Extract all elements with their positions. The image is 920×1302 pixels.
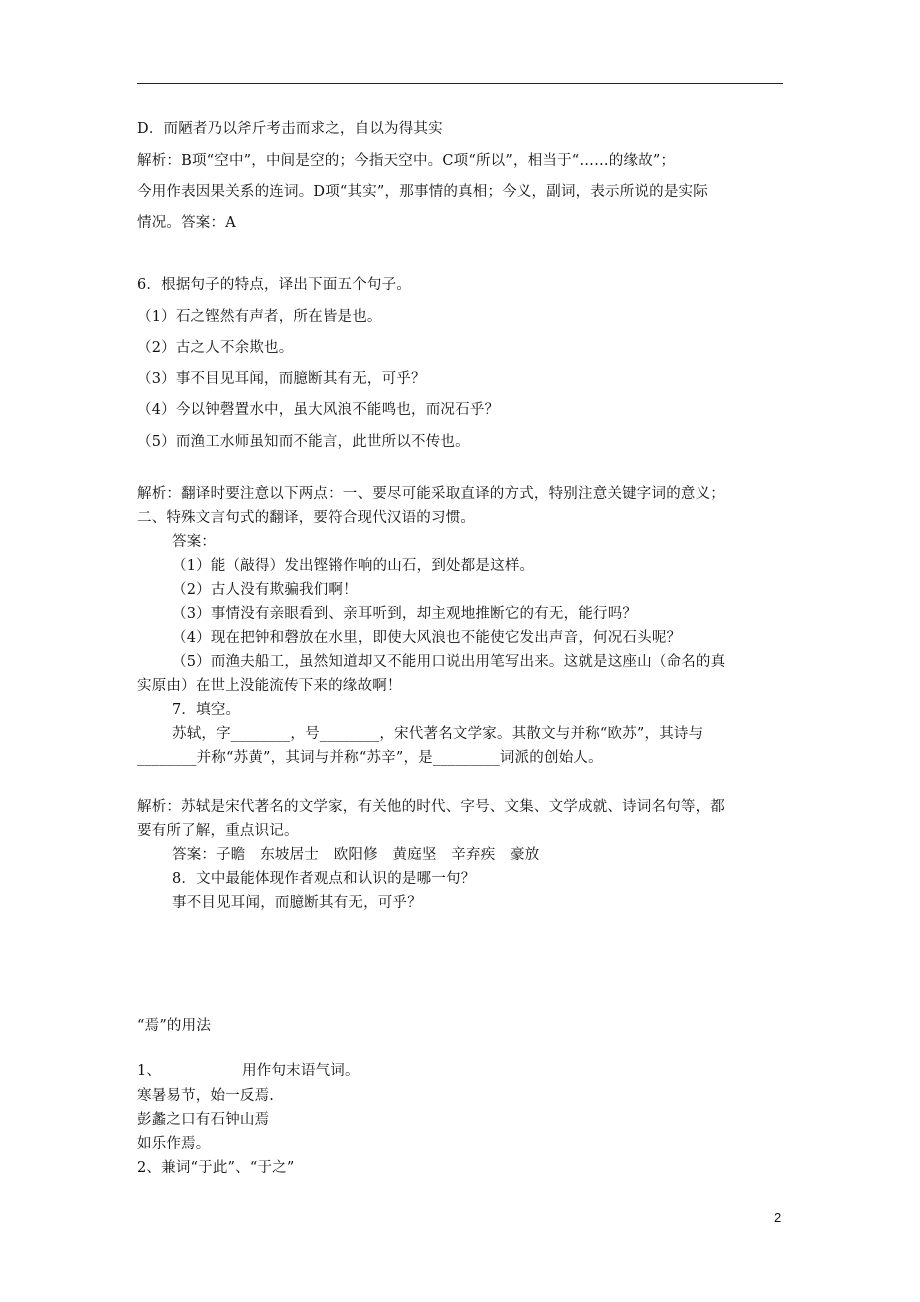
text-line: 情况。答案：A [137,215,236,231]
text-line: ________并称“苏黄”，其词与并称“苏辛”，是_________词派的创始人。 [137,750,603,766]
text-line: “焉”的用法 [137,1018,212,1034]
header-rule [137,83,783,84]
text-line: （1）石之铿然有声者，所在皆是也。 [137,309,382,325]
text-line: （1）能（敲得）发出铿锵作响的山石，到处都是这样。 [172,558,535,574]
text-line: 如乐作焉。 [137,1136,211,1152]
text-line: 6．根据句子的特点，译出下面五个句子。 [137,277,412,293]
text-line: （5）而渔工水师虽知而不能言，此世所以不传也。 [137,434,470,450]
text-line: 苏轼，字________，号________，宋代著名文学家。其散文与并称“欧苏”，其诗与 [172,726,704,742]
text-line: 2、兼词“于此”、“于之” [137,1160,295,1176]
text-line: 答案：子瞻 东坡居士 欧阳修 黄庭坚 辛弃疾 豪放 [172,847,540,863]
text-line: 8．文中最能体现作者观点和认识的是哪一句？ [172,871,476,887]
text-line: 二、特殊文言句式的翻译，要符合现代汉语的习惯。 [137,510,476,526]
text-line: 7．填空。 [172,702,241,718]
text-line: D．而陋者乃以斧斤考击而求之，自以为得其实 [137,121,443,137]
text-line: 彭蠡之口有石钟山焉 [137,1112,270,1128]
text-line: 今用作表因果关系的连词。D项“其实”，那事情的真相；今义，副词，表示所说的是实际 [137,184,708,200]
text-line: （4）今以钟磬置水中，虽大风浪不能鸣也，而况石乎？ [137,402,500,418]
text-line: 实原由）在世上没能流传下来的缘故啊！ [137,678,402,694]
text-line: 解析：苏轼是宋代著名的文学家，有关他的时代、字号、文集、文学成就、诗词名句等，都 [137,799,725,815]
text-line: 事不目见耳闻，而臆断其有无，可乎？ [172,895,422,911]
text-line: （3）事情没有亲眼看到、亲耳听到，却主观地推断它的有无，能行吗？ [172,606,638,622]
text-line: 要有所了解，重点识记。 [137,823,299,839]
text-line: （4）现在把钟和磬放在水里，即使大风浪也不能使它发出声音，何况石头呢？ [172,630,682,646]
text-line: （2）古之人不余欺也。 [137,340,294,356]
text-line: 答案： [172,534,217,550]
text-line: 1、 用作句末语气词。 [137,1063,360,1079]
text-line: （5）而渔夫船工，虽然知道却又不能用口说出用笔写出来。这就是这座山（命名的真 [172,654,726,670]
text-line: 寒暑易节，始一反焉. [137,1088,275,1104]
page-number: 2 [774,1210,782,1225]
text-line: 解析：B项“空中”，中间是空的；今指天空中。C项“所以”，相当于“……的缘故”； [137,153,676,169]
text-line: （3）事不目见耳闻，而臆断其有无，可乎？ [137,371,426,387]
text-line: 解析：翻译时要注意以下两点：一、要尽可能采取直译的方式，特别注意关键字词的意义； [137,486,725,502]
text-line: （2）古人没有欺骗我们啊！ [172,582,358,598]
